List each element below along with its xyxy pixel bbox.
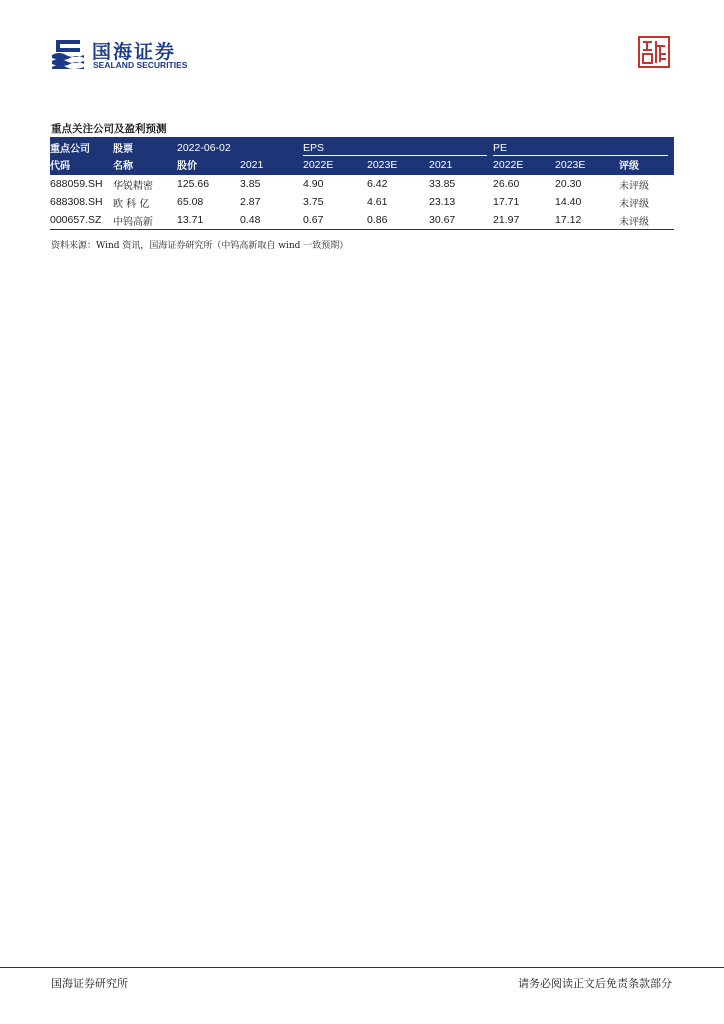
cell-eps-2022e: 0.67: [303, 211, 367, 230]
cell-pe-2021: 33.85: [429, 178, 456, 190]
cell-price: 125.66: [177, 178, 210, 190]
footer-disclaimer: 请务必阅读正文后免责条款部分: [518, 977, 672, 990]
cell-eps-2023e: 4.61: [367, 196, 388, 208]
header-rating-2: 评级: [619, 161, 640, 172]
cell-eps-2021: 2.87: [240, 196, 261, 208]
sealand-logo-icon: [50, 36, 86, 69]
header-pe: PE: [493, 137, 674, 156]
logo-chinese-name: 国海证券: [92, 41, 177, 63]
logo-english-name: SEALAND SECURITIES: [93, 60, 188, 70]
footer-divider: [0, 967, 724, 968]
header-eps-2021: 2021: [240, 158, 264, 171]
cell-pe-2023e: 20.30: [555, 178, 582, 190]
research-seal-icon: [638, 36, 670, 68]
cell-pe-2023e: 14.40: [555, 196, 582, 208]
header-eps-2022e: 2022E: [303, 158, 334, 171]
cell-eps-2023e: 0.86: [367, 211, 429, 230]
cell-name: 华锐精密: [113, 180, 153, 192]
cell-pe-2021: 30.67: [429, 211, 493, 230]
footer-institute: 国海证券研究所: [51, 977, 128, 990]
cell-pe-2022e: 17.71: [493, 196, 520, 208]
company-logo: [50, 36, 220, 72]
cell-eps-2023e: 6.42: [367, 178, 388, 190]
forecast-table: [50, 137, 695, 230]
cell-pe-2023e: 17.12: [555, 211, 619, 230]
cell-price: 13.71: [177, 211, 240, 230]
cell-name: 欧 科 亿: [113, 198, 150, 210]
table-header-row-1: 重点公司 股票 2022-06-02 EPS PE 投资: [50, 137, 674, 156]
table-header-row-2: [50, 156, 674, 175]
cell-pe-2022e: 26.60: [493, 178, 520, 190]
cell-rating: 未评级: [619, 198, 650, 210]
cell-rating: 未评级: [619, 211, 674, 230]
cell-eps-2022e: 3.75: [303, 196, 324, 208]
cell-pe-2021: 23.13: [429, 196, 456, 208]
header-stock-name: 股票: [113, 144, 133, 155]
cell-rating: 未评级: [619, 180, 650, 192]
header-pe-2022e: 2022E: [493, 158, 524, 171]
header-eps-2023e: 2023E: [367, 158, 398, 171]
header-price: 股价: [177, 161, 197, 172]
table-row: [50, 193, 674, 211]
header-date: 2022-06-02: [177, 141, 231, 154]
table-row: [50, 175, 674, 193]
cell-pe-2022e: 21.97: [493, 211, 555, 230]
cell-eps-2021: 0.48: [240, 211, 303, 230]
cell-eps-2022e: 4.90: [303, 178, 324, 190]
header-pe-2021: 2021: [429, 158, 453, 171]
cell-code: 688059.SH: [50, 178, 103, 190]
cell-code: 688308.SH: [50, 196, 103, 208]
table-row: [50, 211, 674, 230]
source-note: 资料来源：Wind 资讯，国海证券研究所（中钨高新取自 wind 一致预期）: [51, 241, 349, 251]
section-title: 重点关注公司及盈利预测: [51, 123, 167, 135]
header-name: 名称: [113, 161, 133, 172]
header-pe-2023e: 2023E: [555, 158, 586, 171]
header-code: 代码: [50, 161, 70, 172]
cell-code: 000657.SZ: [50, 211, 113, 230]
header-company-code: 重点公司: [50, 144, 90, 155]
cell-name: 中钨高新: [113, 211, 177, 230]
header-eps: EPS: [303, 137, 493, 156]
cell-price: 65.08: [177, 196, 204, 208]
cell-eps-2021: 3.85: [240, 178, 261, 190]
